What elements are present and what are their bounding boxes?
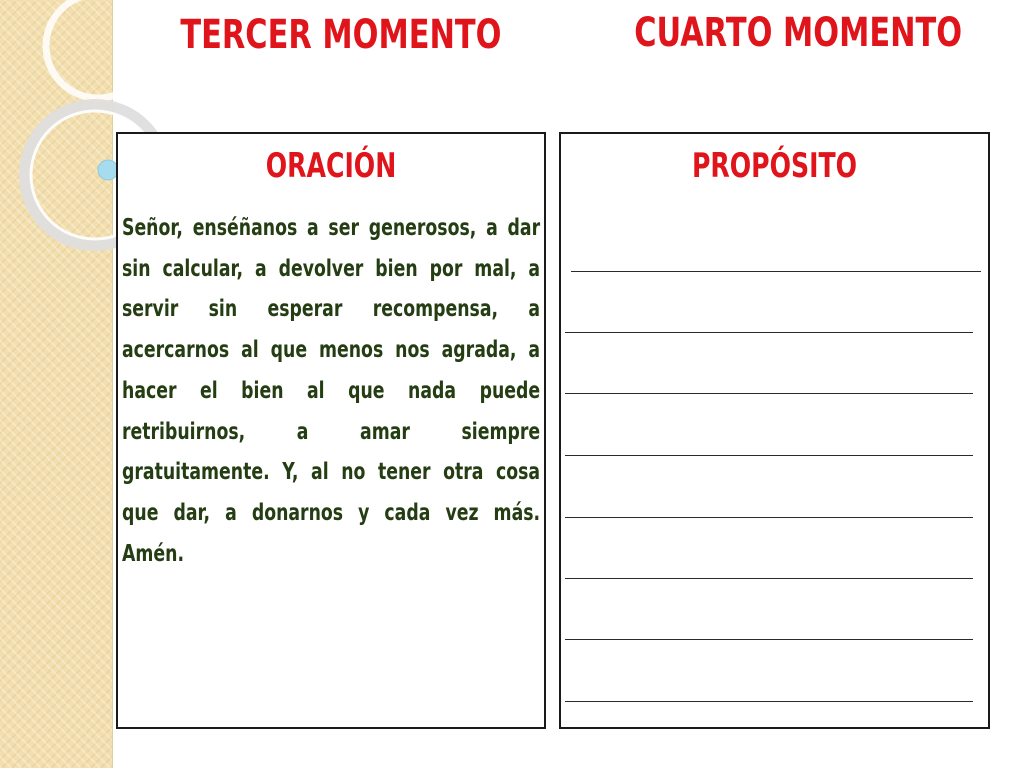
title-cuarto-momento: CUARTO MOMENTO bbox=[634, 10, 963, 56]
purpose-blank-line-7 bbox=[565, 639, 973, 640]
purpose-blank-line-6 bbox=[565, 578, 973, 579]
prayer-box bbox=[116, 132, 546, 729]
title-tercer-momento: TERCER MOMENTO bbox=[180, 12, 502, 58]
purpose-heading: PROPÓSITO bbox=[691, 146, 858, 186]
purpose-blank-line-1 bbox=[571, 271, 981, 272]
purpose-box bbox=[559, 132, 990, 729]
decorative-side-band bbox=[0, 0, 113, 768]
prayer-text: Señor, enséñanos a ser generosos, a dar sin calcular, a devolver bien por mal, a servir sin esperar recompensa, a acercarnos al que menos nos agrada, a hacer el bien al que nada puede retribuirnos, a amar siempre gratuitamente. Y, al no tener otra cosa que dar, a donarnos y cada vez más. Amén. bbox=[122, 215, 541, 567]
purpose-blank-line-8 bbox=[565, 701, 973, 702]
purpose-blank-line-4 bbox=[565, 455, 973, 456]
purpose-blank-line-2 bbox=[565, 332, 973, 333]
prayer-heading: ORACIÓN bbox=[265, 146, 397, 186]
prayer-text-container bbox=[122, 208, 540, 574]
purpose-blank-line-3 bbox=[565, 393, 973, 394]
purpose-blank-line-5 bbox=[565, 517, 973, 518]
